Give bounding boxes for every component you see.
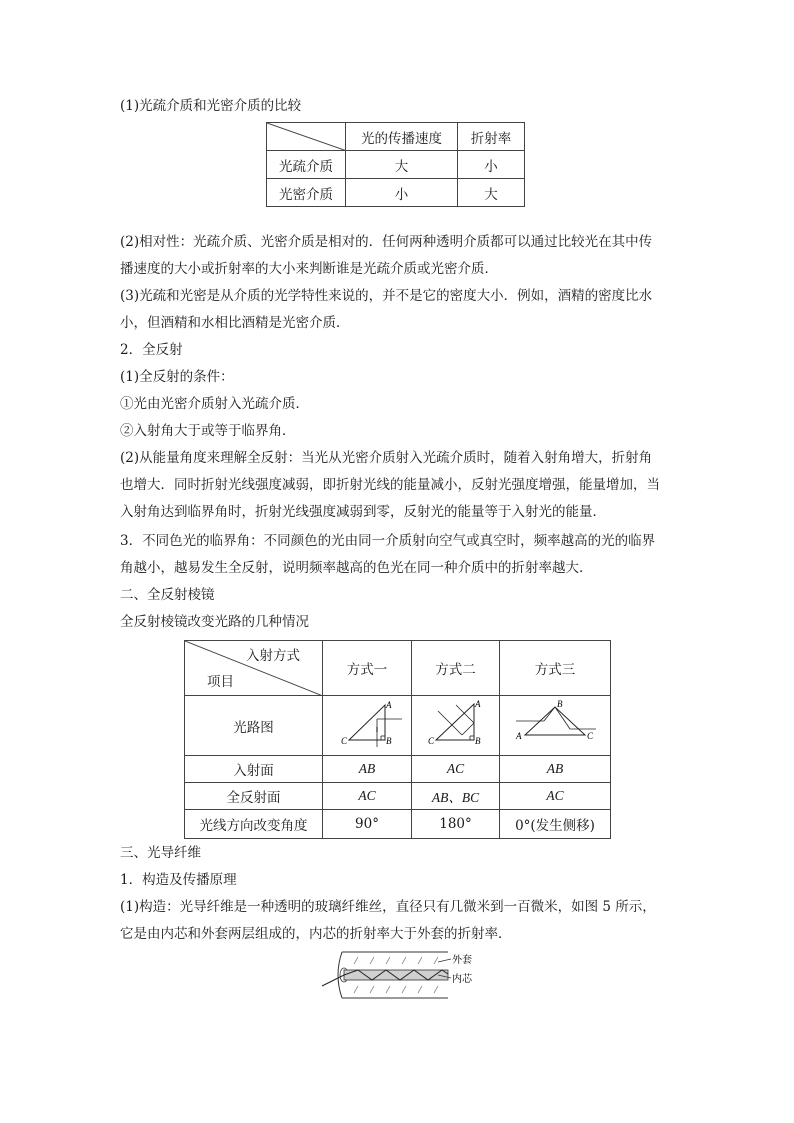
corner-label-top: 入射方式 (246, 648, 300, 664)
section-heading: 三、光导纤维 (120, 845, 201, 861)
table-caption: 全反射棱镜改变光路的几种情况 (120, 614, 309, 630)
table2-row-label: 光线方向改变角度 (185, 810, 323, 839)
vertex-label: A (516, 730, 522, 741)
table2-cell: AB、BC (412, 783, 500, 810)
paragraph: 角越小，越易发生全反射，说明频率越高的色光在同一种介质中的折射率越大． (120, 560, 593, 576)
paragraph: 它是由内芯和外套两层组成的，内芯的折射率大于外套的折射率． (120, 926, 512, 942)
optical-fiber-figure (320, 948, 480, 1003)
table1-row-label: 光疏介质 (267, 151, 346, 179)
paragraph: (2)相对性：光疏介质、光密介质是相对的．任何两种透明介质都可以通过比较光在其中传 (120, 234, 653, 250)
paragraph: ①光由光密介质射入光疏介质． (120, 396, 309, 412)
table2-header: 方式一 (323, 641, 412, 696)
vertex-label: B (474, 735, 480, 746)
paragraph: 小，但酒精和水相比酒精是光密介质． (120, 315, 350, 331)
paragraph: 入射角达到临界角时，折射光线强度减弱到零，反射光的能量等于入射光的能量． (120, 504, 606, 520)
prism-90-diagram (327, 699, 407, 749)
table2-cell: AC (412, 756, 500, 783)
table2-corner-cell (185, 641, 323, 696)
table2-cell: 0°(发生侧移) (500, 810, 611, 839)
table1-header: 折射率 (458, 123, 525, 151)
section-heading: 二、全反射棱镜 (120, 587, 215, 603)
light-path-diagram-3 (500, 696, 611, 756)
item-1-heading: (1)光疏介质和光密介质的比较 (120, 98, 302, 114)
vertex-label: B (557, 698, 563, 709)
light-path-diagram-1 (323, 696, 412, 756)
paragraph: 也增大．同时折射光线强度减弱，即折射光线的能量减小，反射光强度增强，能量增加，当 (120, 477, 660, 493)
table2-cell: 180° (412, 810, 500, 839)
section-heading: 2．全反射 (120, 342, 183, 358)
prism-180-diagram (416, 699, 496, 749)
table1-corner-cell (267, 123, 346, 151)
inner-core-label: 内芯 (452, 974, 472, 985)
paragraph: ②入射角大于或等于临界角． (120, 423, 296, 439)
table1-row-label: 光密介质 (267, 179, 346, 207)
light-path-diagram-2 (412, 696, 500, 756)
comparison-table (266, 122, 525, 207)
prism-table (184, 640, 611, 839)
vertex-label: A (386, 699, 392, 710)
table2-row-label: 全反射面 (185, 783, 323, 810)
vertex-label: C (427, 735, 434, 746)
table2-cell: AB (500, 756, 611, 783)
paragraph: (1)构造：光导纤维是一种透明的玻璃纤维丝，直径只有几微米到一百微米，如图 5 所示， (120, 899, 656, 915)
table2-header: 方式二 (412, 641, 500, 696)
vertex-label: C (587, 730, 594, 741)
table2-row-label: 光路图 (185, 696, 323, 756)
table1-cell: 大 (346, 151, 458, 179)
paragraph: 播速度的大小或折射率的大小来判断谁是光疏介质或光密介质． (120, 261, 498, 277)
corner-label-bottom: 项目 (207, 674, 234, 690)
diagonal-line (267, 123, 347, 151)
table2-cell: 90° (323, 810, 412, 839)
paragraph: (2)从能量角度来理解全反射：当光从光密介质射入光疏介质时，随着入射角增大，折射角 (120, 450, 653, 466)
vertex-label: C (341, 735, 348, 746)
table1-cell: 大 (458, 179, 525, 207)
outer-layer-label: 外套 (452, 955, 472, 966)
paragraph: 1．构造及传播原理 (120, 872, 237, 888)
vertex-label: B (386, 735, 392, 746)
table1-header: 光的传播速度 (346, 123, 458, 151)
table1-cell: 小 (458, 151, 525, 179)
table2-header: 方式三 (500, 641, 611, 696)
paragraph: (1)全反射的条件： (120, 369, 234, 385)
table2-cell: AC (500, 783, 611, 810)
table2-row-label: 入射面 (185, 756, 323, 783)
table1-cell: 小 (346, 179, 458, 207)
table2-cell: AB (323, 756, 412, 783)
prism-shift-diagram (510, 699, 600, 749)
vertex-label: A (474, 698, 480, 709)
section-heading: 3．不同色光的临界角：不同颜色的光由同一介质射向空气或真空时，频率越高的光的临界 (120, 533, 656, 549)
table2-cell: AC (323, 783, 412, 810)
paragraph: (3)光疏和光密是从介质的光学特性来说的，并不是它的密度大小．例如，酒精的密度比水 (120, 288, 653, 304)
